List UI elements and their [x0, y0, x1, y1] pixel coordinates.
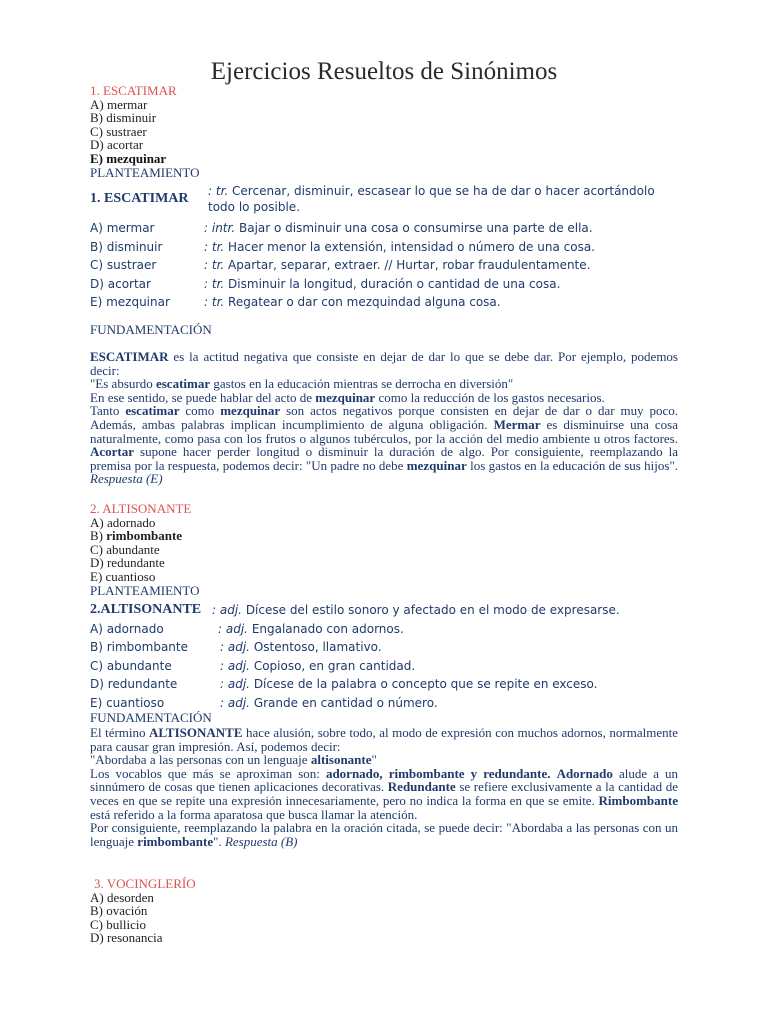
paragraph: [90, 767, 678, 821]
def-pos: : adj.: [212, 603, 242, 617]
option-a: A) adornado: [90, 514, 156, 530]
definition-row: [90, 293, 678, 312]
def-text: Ostentoso, llamativo.: [253, 640, 382, 654]
term-bold: mezquinar: [406, 457, 467, 473]
paragraph: [90, 350, 678, 377]
term-bold: ALTISONANTE: [149, 725, 243, 740]
option-b-answer: [90, 529, 678, 543]
paragraph: [90, 753, 678, 767]
def-term: E) mezquinar: [90, 295, 170, 309]
definition-row: [90, 256, 678, 275]
answer-label: Respuesta (B): [224, 833, 298, 849]
text: se refiere exclusivamente a la cantidad de veces en que se repite una expresión innecesariamente, pero no indica la forma en que se emite.: [90, 779, 678, 808]
definition-row: [90, 620, 678, 639]
option-c: C) sustraer: [90, 123, 147, 139]
term-bold: Mermar: [493, 416, 541, 432]
def-text: Grande en cantidad o número.: [253, 695, 438, 710]
fundamentacion-heading: FUNDAMENTACIÓN: [90, 322, 212, 337]
paragraph: [90, 821, 678, 848]
paragraph: [90, 391, 678, 405]
text: es la actitud negativa que consiste en dejar de dar lo que se debe dar. Por ejemplo, podemos decir:: [90, 349, 678, 378]
def-pos: : tr.: [204, 295, 225, 309]
main-def: Cercenar, disminuir, escasear lo que se ha de dar o hacer acortándolo todo lo posible.: [208, 184, 655, 214]
main-definition-row: [90, 601, 678, 620]
definition-row: [90, 275, 678, 294]
definition-row: [90, 219, 678, 238]
option-b: B) disminuir: [90, 110, 157, 126]
option-a: A) desorden: [90, 889, 154, 905]
main-term: 1. ESCATIMAR: [90, 191, 189, 206]
term-bold: y: [470, 765, 478, 781]
option-word: rimbombante: [106, 528, 183, 544]
text: "Es absurdo: [90, 376, 153, 392]
option-prefix: B): [90, 528, 103, 544]
term-bold: rimbombante: [137, 833, 214, 849]
term-bold: redundante.: [483, 765, 551, 781]
term-bold: altisonante: [310, 752, 372, 768]
def-term: E) cuantioso: [90, 695, 165, 710]
text: son actos negativos porque consisten en dejar de dar o dar muy poco. Además, ambas palabras implican incumplimiento de alguna obligación.: [90, 403, 679, 432]
paragraph: [90, 726, 678, 753]
term-bold: Redundante: [387, 779, 456, 795]
def-text: Dícese de la palabra o concepto que se repite en exceso.: [253, 677, 598, 691]
def-text: Apartar, separar, extraer. // Hurtar, robar fraudulentamente.: [228, 258, 591, 272]
q2-definitions: [90, 601, 678, 712]
text: supone hacer perder longitud o disminuir la duración de algo. Por consiguiente, reemplazando la premisa por la respuesta, podemos decir: "Un padre no debe: [90, 444, 679, 473]
def-text: Regatear o dar con mezquindad alguna cosa.: [228, 295, 501, 309]
def-term: A) mermar: [90, 221, 155, 235]
def-term: D) acortar: [90, 276, 151, 291]
q1-fundamentacion-text: [90, 350, 678, 486]
def-term: C) sustraer: [90, 258, 157, 272]
question-1-block: [90, 84, 678, 179]
text: como la reducción de los gastos necesarios.: [378, 389, 605, 405]
text: gastos en la educación mientras se derrocha en diversión": [213, 376, 514, 392]
def-pos: : adj.: [220, 640, 250, 654]
def-term: A) adornado: [90, 621, 164, 636]
term-bold: ESCATIMAR: [90, 349, 169, 364]
planteamiento-heading: PLANTEAMIENTO: [90, 582, 200, 598]
def-term: D) redundante: [90, 677, 178, 691]
text: ".: [213, 833, 222, 849]
q1-main-definition: [90, 183, 678, 215]
def-pos: : adj.: [220, 677, 250, 691]
question-1-heading: 1. ESCATIMAR: [90, 83, 177, 98]
text: Tanto: [90, 403, 120, 419]
def-pos: : adj.: [218, 621, 248, 636]
def-text: Hacer menor la extensión, intensidad o número de una cosa.: [228, 239, 595, 254]
def-pos: : tr.: [204, 239, 225, 254]
q2-fundamentacion-text: [90, 726, 678, 848]
def-pos: : adj.: [220, 695, 250, 710]
question-3-block: [90, 877, 678, 945]
def-term: C) abundante: [90, 658, 172, 673]
term-bold: Acortar: [90, 444, 135, 460]
text: hace alusión, sobre todo, al modo de expresión con muchos adornos, normalmente para causar gran impresión. Así, podemos decir:: [90, 725, 678, 754]
text: Los vocablos que más se aproximan son:: [90, 765, 320, 781]
text: alude a un sinnúmero de cosas que tienen aplicaciones decorativas.: [90, 765, 679, 795]
option-c: C) bullicio: [90, 916, 146, 932]
option-a: A) mermar: [90, 96, 148, 112]
term-bold: adornado,: [325, 765, 383, 781]
text: Por consiguiente, reemplazando la palabra en la oración citada, se puede decir: "Abordaba a las personas con un lenguaje: [90, 820, 678, 849]
term-bold: Adornado: [556, 765, 613, 781]
def-text: Disminuir la longitud, duración o cantidad de una cosa.: [228, 276, 561, 291]
question-2-heading: 2. ALTISONANTE: [90, 501, 192, 516]
def-pos: : tr.: [204, 258, 225, 272]
def-text: Bajar o disminuir una cosa o consumirse una parte de ella.: [238, 221, 593, 235]
text: En ese sentido, se puede hablar del acto de: [90, 389, 312, 405]
option-d: D) redundante: [90, 555, 165, 571]
option-d: D) resonancia: [90, 930, 163, 946]
text: está referido a la forma aparatosa que busca llamar la atención.: [90, 806, 418, 822]
page-title: Ejercicios Resueltos de Sinónimos: [210, 58, 558, 85]
text: "Abordaba a las personas con un lenguaje: [90, 752, 308, 768]
option-e-answer: E) mezquinar: [90, 150, 167, 166]
term-bold: rimbombante: [388, 765, 465, 781]
main-pos: : tr.: [208, 184, 229, 198]
answer-label: Respuesta (E): [90, 471, 163, 487]
def-pos: : intr.: [204, 221, 236, 235]
text: es disminuirse una cosa naturalmente, como pasa con los frutos o algunos tubérculos, por la acción del medio ambiente u otros factores.: [90, 416, 679, 446]
def-text: Dícese del estilo sonoro y afectado en el modo de expresarse.: [245, 603, 620, 617]
def-text: Copioso, en gran cantidad.: [253, 658, 416, 673]
text: como: [185, 403, 215, 419]
q1-definitions: [90, 219, 678, 312]
definition-row: [90, 675, 678, 694]
term-bold: escatimar: [155, 376, 211, 392]
question-2-block: [90, 502, 678, 597]
definition-row: [90, 638, 678, 657]
option-e: E) cuantioso: [90, 568, 156, 584]
question-3-heading: 3. VOCINGLERÍO: [94, 876, 196, 891]
paragraph: [90, 404, 678, 486]
option-c: C) abundante: [90, 541, 160, 557]
option-d: D) acortar: [90, 137, 144, 153]
text: ": [371, 752, 377, 768]
term-bold: escatimar: [125, 403, 180, 419]
text: los gastos en la educación de sus hijos".: [470, 457, 679, 473]
fundamentacion-heading: FUNDAMENTACIÓN: [90, 710, 212, 725]
paragraph: [90, 377, 678, 391]
def-pos: : tr.: [204, 276, 225, 291]
definition-row: [90, 238, 678, 257]
term-bold: mezquinar: [315, 389, 376, 405]
def-term: B) disminuir: [90, 239, 163, 254]
term-bold: mezquinar: [220, 403, 281, 419]
option-b: B) ovación: [90, 903, 148, 919]
def-pos: : adj.: [220, 658, 250, 673]
term-bold: Rimbombante: [598, 792, 678, 808]
def-text: Engalanado con adornos.: [251, 621, 404, 636]
planteamiento-heading: PLANTEAMIENTO: [90, 164, 200, 180]
definition-row: [90, 657, 678, 676]
main-term: 2.ALTISONANTE: [90, 602, 202, 617]
def-term: B) rimbombante: [90, 640, 188, 654]
text: El término: [90, 725, 146, 740]
